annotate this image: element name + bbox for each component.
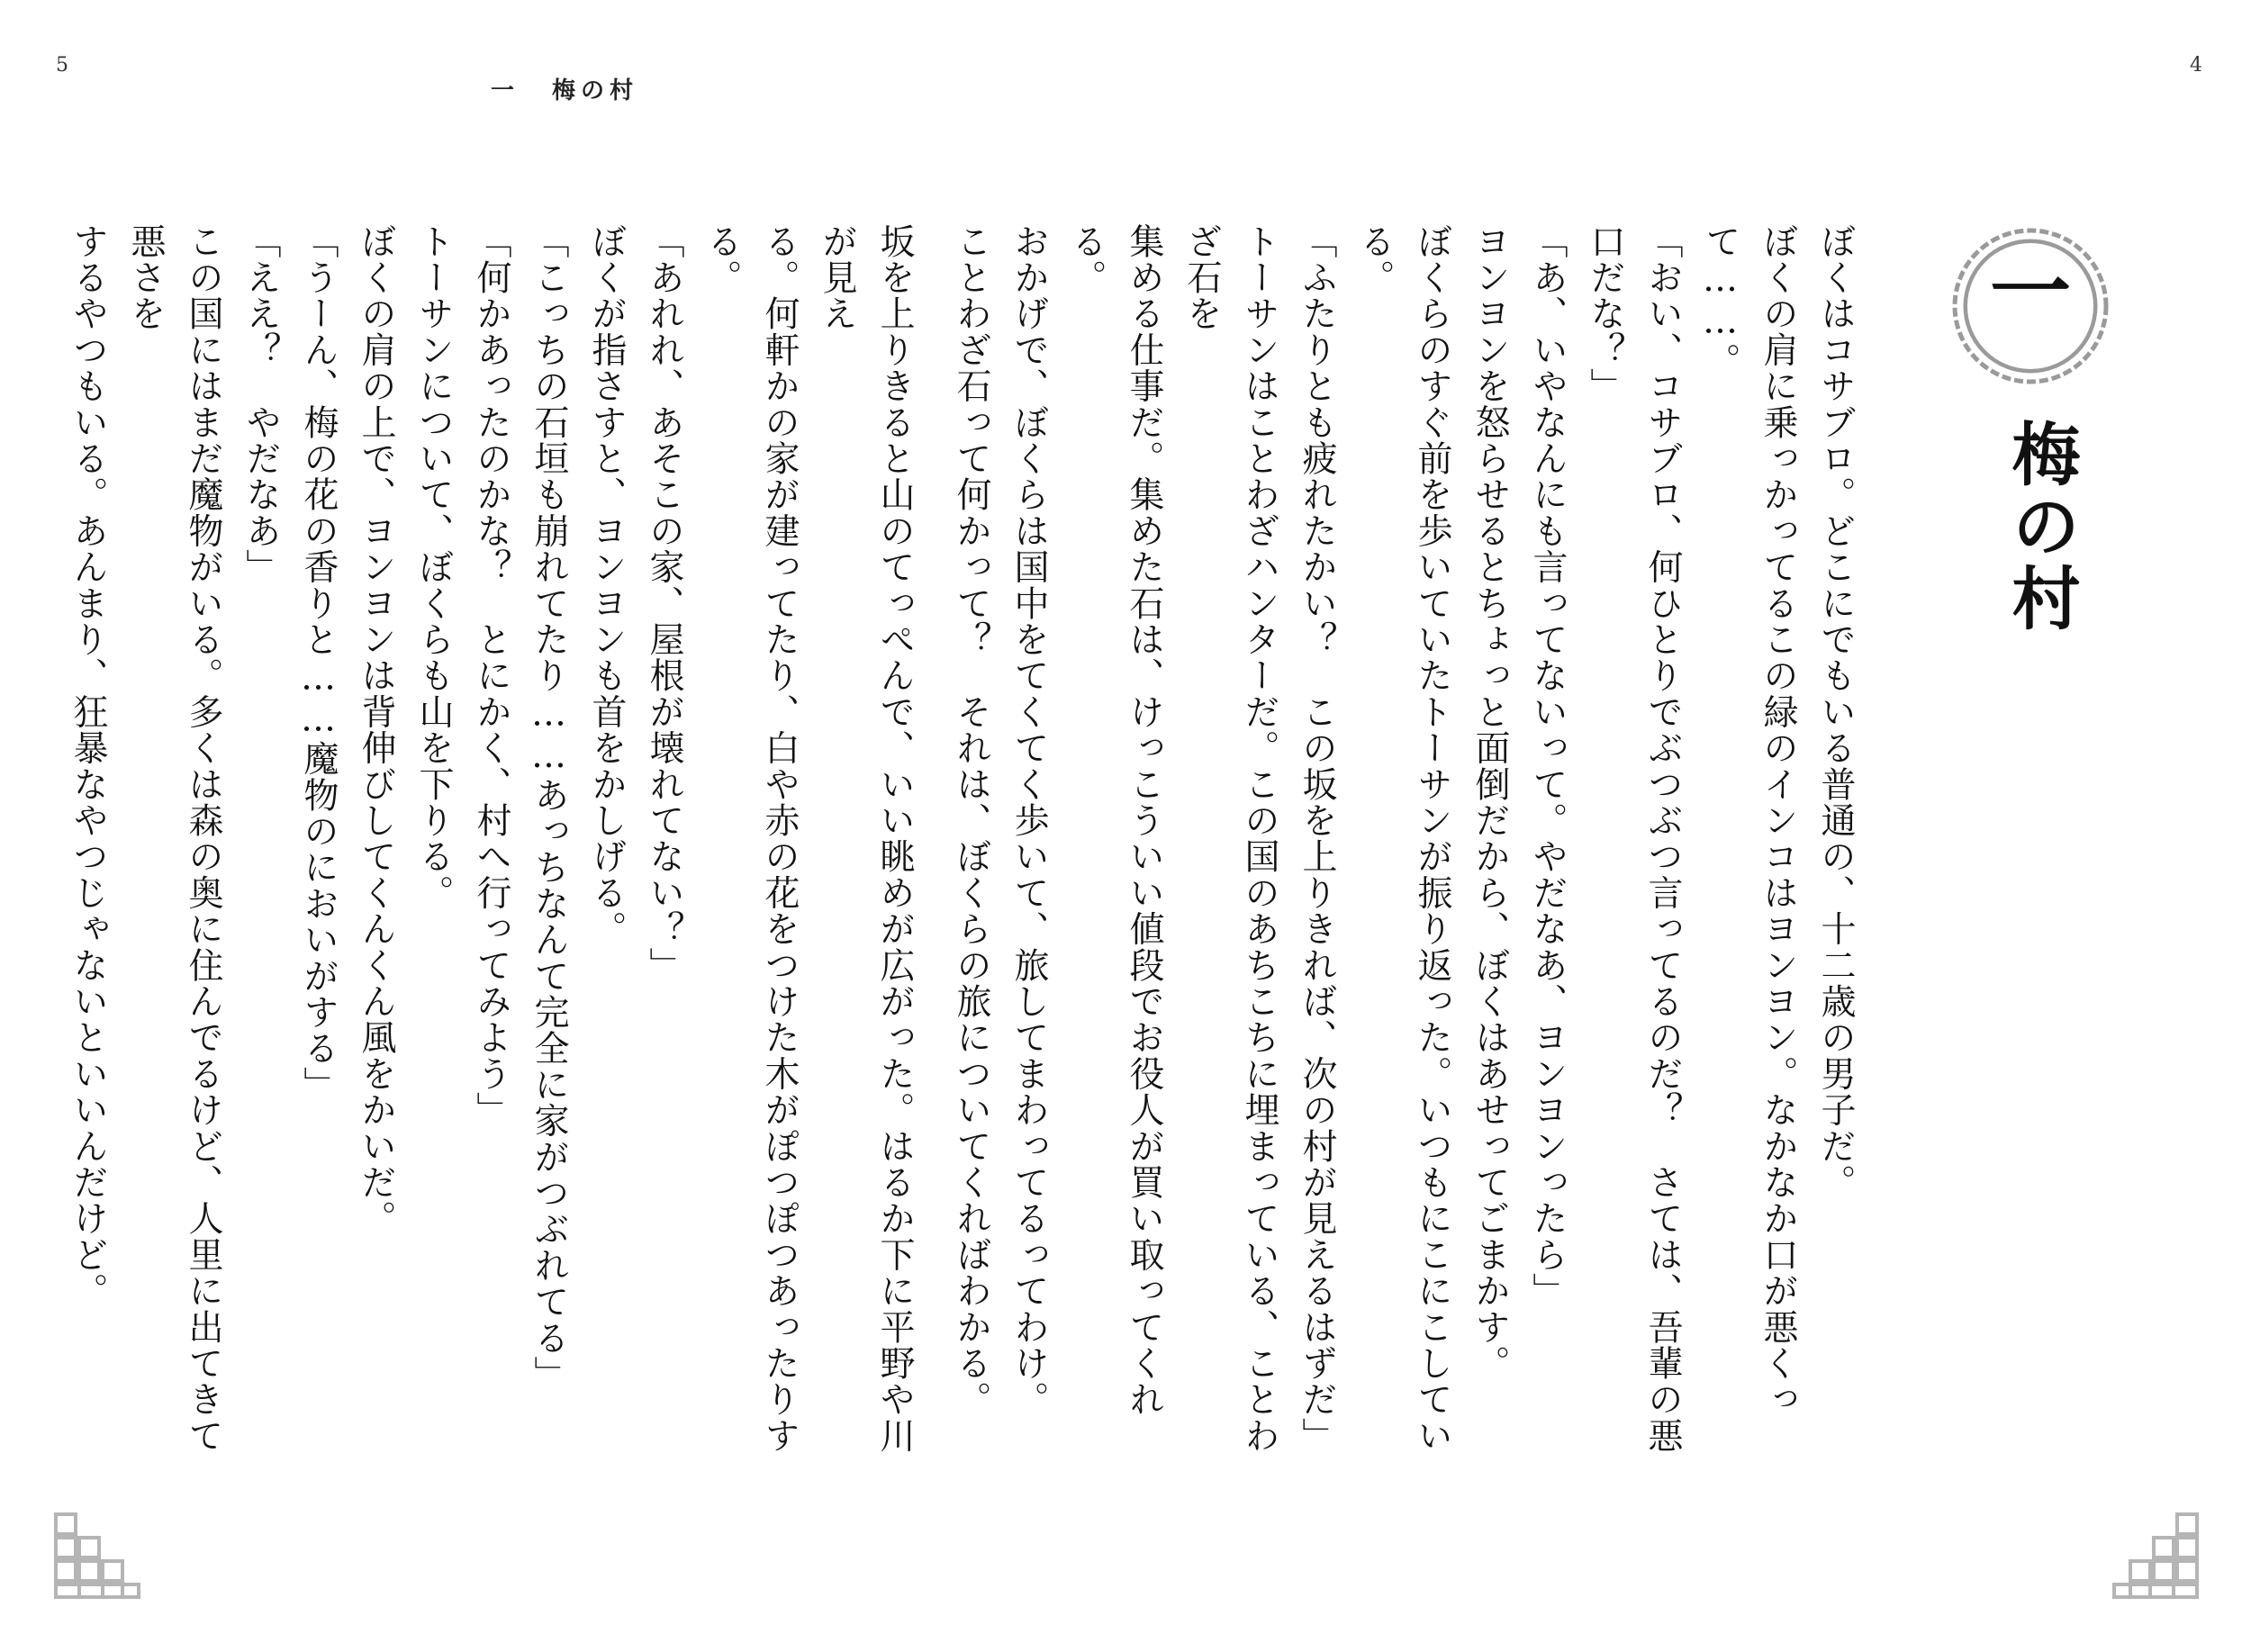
text-line: る。何軒かの家が建ってたり、白や赤の花をつけた木がぽつぽつあったりする。	[701, 223, 800, 1454]
text-line: 「あれれ、あそこの家、屋根が壊れてない？」	[644, 223, 684, 984]
blank-line	[1, 223, 59, 1466]
text-line: 集める仕事だ。集めた石は、けっこういい値段でお役人が買い取ってくれる。	[1066, 223, 1164, 1418]
page-number-left: 5	[56, 54, 68, 77]
text-line: ぼくはコサブロ。どこにでもいる普通の、十二歳の男子だ。	[1815, 223, 1856, 1201]
text-line: 「うーん、梅の花の香りと……魔物のにおいがする」	[298, 223, 339, 1103]
text-line: ぼくの肩に乗っかってるこの緑のインコはヨンヨン。なかなか口が悪くって……。	[1700, 223, 1798, 1418]
running-header-number: 一	[491, 77, 520, 104]
chapter-number-badge	[1945, 221, 2116, 392]
chapter-number: 一	[1990, 245, 2071, 339]
lattice-ornament-icon	[52, 1511, 142, 1601]
text-line: おかげで、ぼくらは国中をてくてく歩いて、旅してまわってるってわけ。	[1008, 223, 1049, 1418]
chapter-title: 梅の村	[2001, 419, 2081, 635]
running-header-title: 梅の村	[552, 77, 639, 104]
text-line	[0, 223, 1, 1466]
corner-ornament-right	[2111, 1511, 2201, 1601]
right-page-body	[942, 223, 1864, 1466]
left-page-body	[0, 223, 923, 1466]
text-line: ヨンヨンを怒らせるとちょっと面倒だから、ぼくはあせってごまかす。	[1469, 223, 1510, 1382]
text-line: ぼくらのすぐ前を歩いていたトーサンが振り返った。いつもにこにこしている。	[1354, 223, 1452, 1454]
text-line: 「こっちの石垣も崩れてたり……あっちなんて完全に家がつぶれてる」	[529, 223, 569, 1393]
text-line: 「ええ？ やだなあ」	[240, 223, 281, 585]
text-line: 「何かあったのかな？ とにかく、村へ行ってみよう」	[471, 223, 511, 1128]
text-line: ぼくが指さすと、ヨンヨンも首をかしげる。	[586, 223, 627, 947]
text-line: この国にはまだ魔物がいる。多くは森の奥に住んでるけど、人里に出てきて悪さを	[125, 223, 223, 1454]
running-header	[491, 72, 638, 105]
text-line: トーサンについて、ぼくらも山を下りる。	[413, 223, 454, 911]
text-line: ぼくの肩の上で、ヨンヨンは背伸びしてくんくん風をかいだ。	[356, 223, 396, 1237]
text-line: 「あ、いやなんにも言ってないって。やだなあ、ヨンヨンったら」	[1527, 223, 1568, 1309]
text-line: トーサンはことわざハンターだ。この国のあちこちに埋まっている、ことわざ石を	[1181, 223, 1279, 1454]
text-line: 坂を上りきると山のてっぺんで、いい眺めが広がった。はるか下に平野や川が見え	[817, 223, 915, 1454]
text-line: 「おい、コサブロ、何ひとりでぶつぶつ言ってるのだ？ さては、吾輩の悪口だな？」	[1585, 223, 1683, 1454]
scalloped-frame-icon	[1945, 221, 2116, 392]
text-line: ことわざ石って何かって？ それは、ぼくらの旅についてくればわかる。	[951, 223, 991, 1418]
text-line: するやつもいる。あんまり、狂暴なやつじゃないといいんだけど。	[68, 223, 108, 1309]
corner-ornament-left	[52, 1511, 142, 1601]
page-number-right: 4	[2190, 54, 2202, 77]
text-line: 「ふたりとも疲れたかい？ この坂を上りきれば、次の村が見えるはずだ」	[1297, 223, 1337, 1454]
lattice-ornament-icon	[2111, 1511, 2201, 1601]
